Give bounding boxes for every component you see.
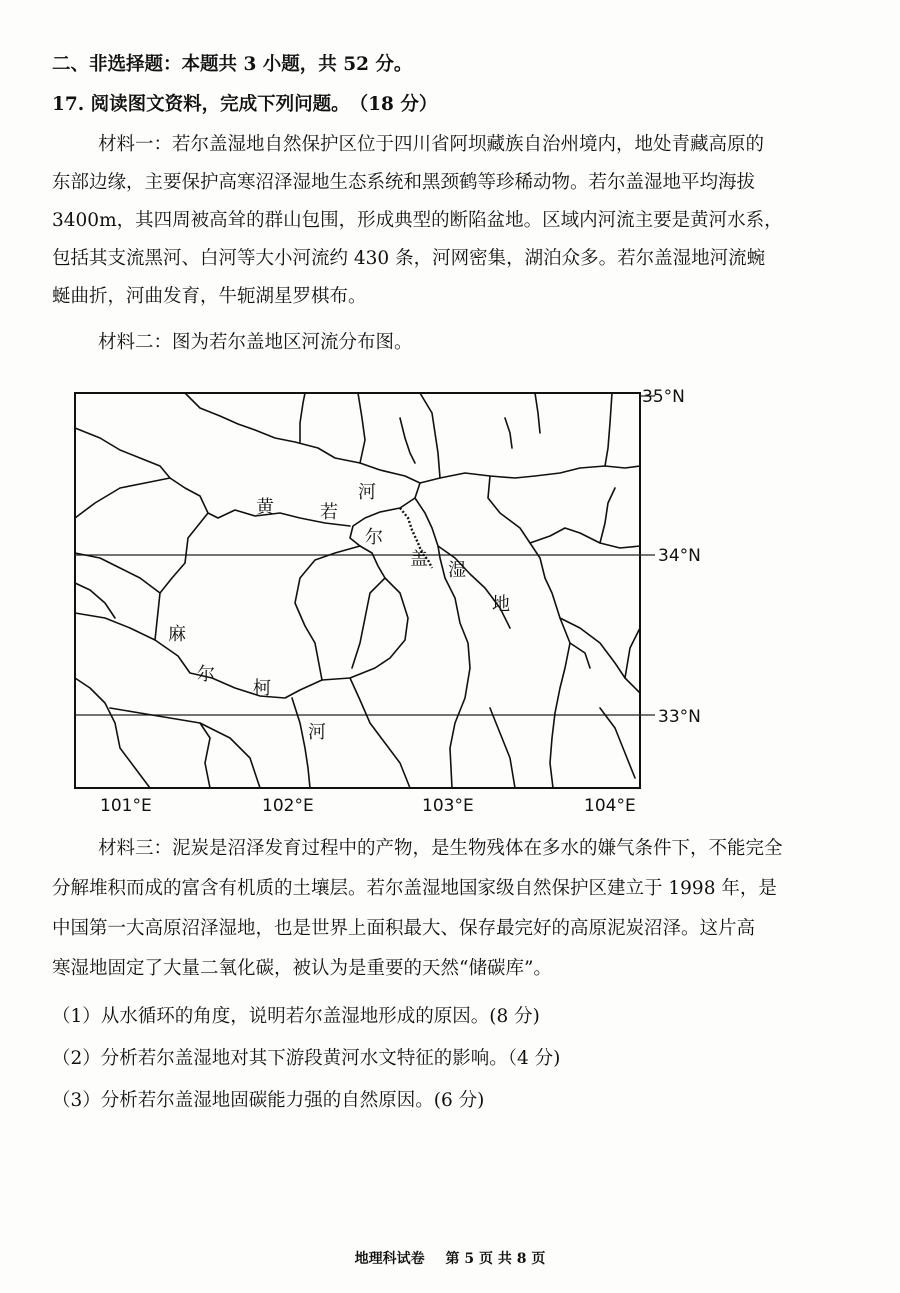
section-header: 二、非选择题：本题共 3 小题，共 52 分。 — [52, 54, 413, 75]
river-map-svg — [60, 378, 720, 818]
material1-line: 蜒曲折，河曲发育，牛轭湖星罗棋布。 — [52, 286, 367, 307]
map-label-er1: 尔 — [365, 527, 383, 548]
question-item: （2）分析若尔盖湿地对其下游段黄河水文特征的影响。（4 分) — [52, 1048, 561, 1069]
map-label-er2: 尔 — [197, 664, 215, 685]
river-sw-c — [200, 723, 210, 788]
question-item: （1）从水循环的角度，说明若尔盖湿地形成的原因。(8 分) — [52, 1006, 540, 1027]
river-east-edge — [625, 628, 640, 678]
material3-line: 分解堆积而成的富含有机质的土壤层。若尔盖湿地国家级自然保护区建立于 1998 年，是 — [52, 878, 777, 899]
question-title: 17. 阅读图文资料，完成下列问题。 （18 分） — [52, 94, 438, 115]
river-network — [75, 393, 640, 788]
material3-line: 中国第一大高原沼泽湿地，也是世界上面积最大、保存最完好的高原泥炭沼泽。这片高 — [52, 918, 756, 939]
material1-line: 材料一：若尔盖湿地自然保护区位于四川省阿坝藏族自治州境内，地处青藏高原的 — [98, 134, 765, 155]
river-heihe-b — [295, 546, 360, 680]
river-east-a — [488, 476, 570, 788]
map-label-ma: 麻 — [168, 624, 186, 645]
river-east-b — [530, 528, 640, 548]
map-label-he2: 河 — [308, 722, 326, 743]
map-label-di: 地 — [492, 594, 510, 615]
river-south-far-right — [600, 708, 635, 778]
material1-line: 3400m，其四周被高耸的群山包围，形成典型的断陷盆地。区域内河流主要是黄河水系， — [52, 210, 783, 231]
lon-label-103: 103°E — [422, 796, 474, 816]
river-west-b — [75, 553, 160, 593]
lon-label-104: 104°E — [584, 796, 636, 816]
map-label-shi: 湿 — [448, 560, 466, 581]
material3-line: 寒湿地固定了大量二氧化碳，被认为是重要的天然“储碳库”。 — [52, 958, 552, 979]
map-label-ruo: 若 — [320, 502, 338, 523]
river-west-c — [75, 583, 115, 618]
material3-line: 材料三：泥炭是沼泽发育过程中的产物，是生物残体在多水的嫌气条件下，不能完全 — [98, 838, 783, 859]
footer-subject: 地理科试卷 — [354, 1251, 425, 1267]
river-sw-b — [110, 708, 260, 788]
river-map — [60, 378, 720, 818]
map-label-ke: 柯 — [253, 678, 271, 699]
map-label-huang: 黄 — [256, 497, 274, 518]
material1-line: 包括其支流黑河、白河等大小河流约 430 条，河网密集，湖泊众多。若尔盖湿地河流蜿 — [52, 248, 766, 269]
river-south-center-b — [350, 678, 410, 788]
river-east-d — [570, 643, 590, 668]
material1-line: 东部边缘，主要保护高寒沼泽湿地生态系统和黑颈鹤等珍稀动物。若尔盖湿地平均海拔 — [52, 172, 756, 193]
river-north-b — [358, 393, 365, 463]
map-frame — [75, 393, 640, 788]
footer-page-number: 第 5 页 共 8 页 — [445, 1251, 546, 1267]
river-south-right — [490, 708, 515, 788]
river-sw-a — [75, 678, 150, 788]
river-east-north — [420, 466, 640, 483]
lat-label-34: 34°N — [658, 546, 701, 566]
lon-label-101: 101°E — [100, 796, 152, 816]
river-east-north-up — [605, 393, 612, 466]
lat-label-33: 33°N — [658, 707, 701, 727]
river-east-e — [600, 488, 615, 543]
river-upper-left-branch — [75, 428, 170, 478]
river-south-center — [292, 698, 310, 788]
map-label-gai: 盖 — [410, 549, 428, 570]
river-heihe-a — [352, 578, 385, 668]
river-north-d — [420, 393, 440, 478]
lat-label-35: 35°N — [642, 387, 685, 407]
river-north-f — [535, 393, 540, 433]
river-north-c — [400, 418, 415, 463]
river-upper-left — [75, 478, 350, 526]
river-baihe — [415, 498, 470, 788]
river-north-a — [300, 393, 305, 442]
map-label-he1: 河 — [358, 482, 376, 503]
page-footer — [0, 1248, 900, 1268]
question-item: （3）分析若尔盖湿地固碳能力强的自然原因。(6 分) — [52, 1090, 485, 1111]
river-north-e — [505, 418, 512, 448]
river-west-a — [155, 513, 208, 640]
lon-label-102: 102°E — [262, 796, 314, 816]
material2-text: 材料二：图为若尔盖地区河流分布图。 — [98, 332, 413, 353]
